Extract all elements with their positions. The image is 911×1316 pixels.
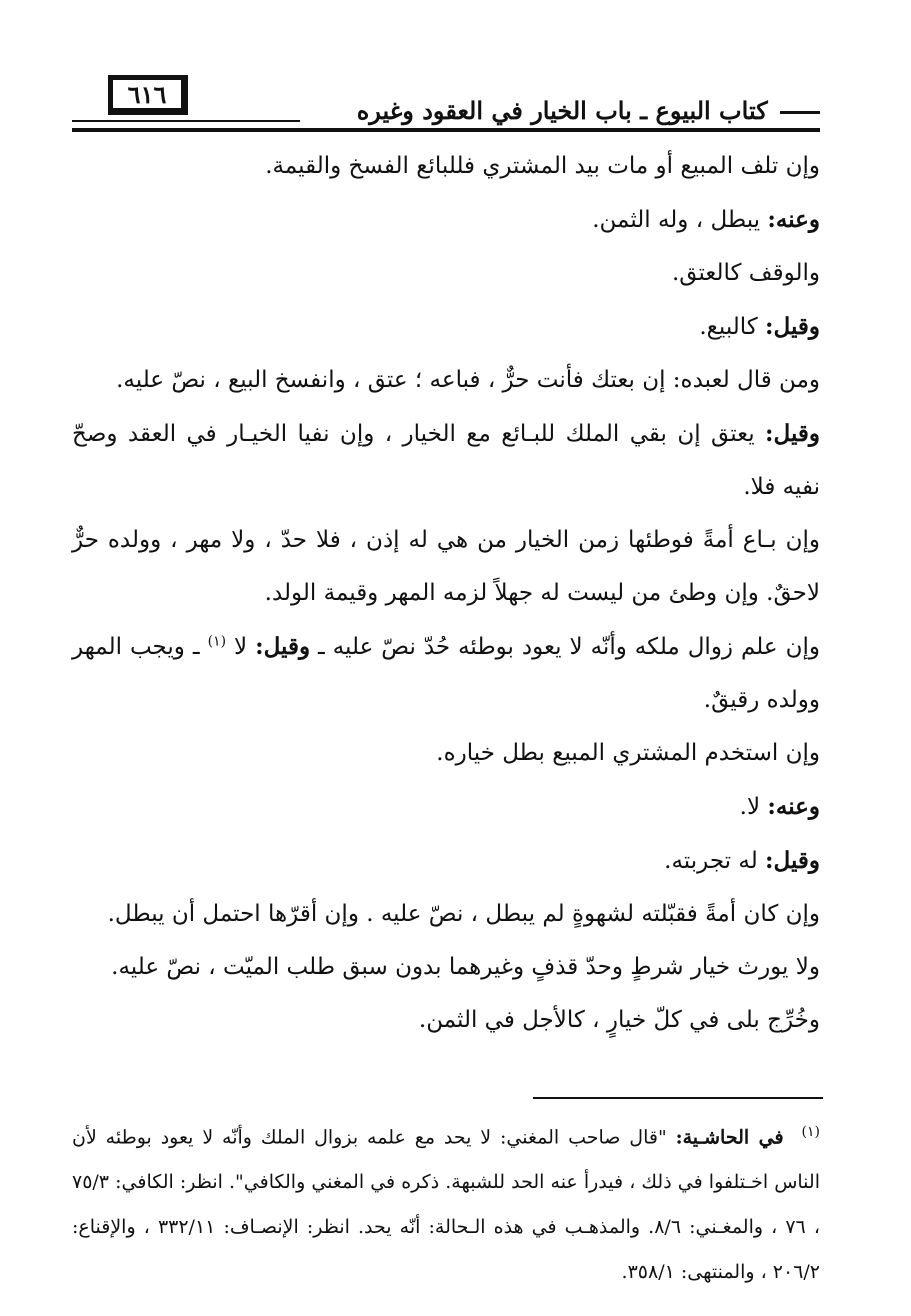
paragraph-lead: وعنه: — [767, 793, 820, 820]
paragraph-lead: وقيل: — [765, 847, 820, 874]
paragraph — [72, 193, 820, 247]
running-head-title: كتاب البيوع ـ باب الخيار في العقود وغيره — [356, 96, 768, 125]
footnote-separator — [533, 1097, 823, 1099]
paragraph: والوقف كالعتق. — [672, 260, 820, 286]
paragraph: ومن قال لعبده: إن بعتك فأنت حرٌّ ، فباعه ؛ عتق ، وانفسخ البيع ، نصّ عليه. — [116, 367, 820, 393]
running-head — [300, 96, 820, 132]
paragraph-lead: وقيل: — [255, 633, 311, 660]
page-number — [108, 75, 188, 115]
paragraph: ولا يورث خيار شرطٍ وحدّ قذفٍ وغيرهما بدون سبق طلب الميّت ، نصّ عليه. — [111, 954, 820, 980]
footnote-number: (١) — [801, 1124, 821, 1140]
paragraph-lead: وقيل: — [765, 313, 820, 340]
header-rule — [72, 128, 820, 132]
paragraph — [72, 620, 820, 727]
paragraph-text: ـ ويجب المهر وولده رقيقٌ. — [72, 634, 820, 713]
paragraph: وإن كان أمةً فقبّلته لشهوةٍ لم يبطل ، نصّ عليه . وإن أقرّها احتمل أن يبطل. — [107, 901, 820, 927]
footnote-lead: في الحاشـية: — [675, 1126, 784, 1149]
paragraph-lead: وعنه: — [767, 206, 820, 233]
footnote-reference[interactable]: (١) — [207, 633, 227, 650]
paragraph: وإن استخدم المشتري المبيع بطل خياره. — [436, 740, 820, 766]
running-head-dash — [780, 111, 820, 114]
paragraph-text: لا — [226, 634, 256, 660]
paragraph: وإن بـاع أمةً فوطئها زمن الخيار من هي له إذن ، فلا حدّ ، ولا مهر ، وولده حرٌّ لاحقٌ. وإن وطئ من ليست له جهلاً لزمه المهر وقيمة الولد. — [72, 527, 820, 606]
footnote — [72, 1110, 820, 1295]
paragraph: وإن تلف المبيع أو مات بيد المشتري فللبائع الفسخ والقيمة. — [265, 153, 820, 179]
paragraph — [72, 780, 820, 834]
header-rule-thin — [72, 120, 300, 122]
paragraph: وخُرِّج بلى في كلّ خيارٍ ، كالأجل في الثمن. — [418, 1007, 820, 1033]
paragraph — [72, 834, 820, 888]
paragraph — [72, 407, 820, 514]
paragraph-text: يعتق إن بقي الملك للبـائع مع الخيار ، وإن نفيا الخيـار في العقد وصحّ نفيه فلا. — [72, 421, 820, 500]
page-number-text: ٦١٦ — [127, 79, 167, 109]
paragraph-text: له تجربته. — [664, 848, 766, 874]
paragraph-text: كالبيع. — [699, 314, 766, 340]
footnote-text: "قال صاحب المغني: لا يحد مع علمه بزوال الملك وأنّه لا يعود بوطئه لأن الناس اخـتلفوا في ذلك ، فيدرأ عنه الحد للشبهة. ذكره في المغني والكافي". انظر: الكافي: ٧٥/٣ ، ٧٦ ، والمغـني: ٨/٦. والمذهـب في هذه الـحالة: أنّه يحد. انظر: الإنصـاف: ٣٣٢/١١ ، والإقناع: ٢٠٦/٢ ، والمنتهى: ٣٥٨/١. — [72, 1126, 820, 1284]
main-text — [72, 140, 820, 1047]
paragraph-lead: وقيل: — [765, 420, 820, 447]
paragraph-text: لا. — [739, 794, 768, 820]
paragraph-text: يبطل ، وله الثمن. — [592, 207, 768, 233]
paragraph-text: وإن علم زوال ملكه وأنّه لا يعود بوطئه حُدّ نصّ عليه ـ — [310, 634, 820, 660]
paragraph — [72, 300, 820, 354]
